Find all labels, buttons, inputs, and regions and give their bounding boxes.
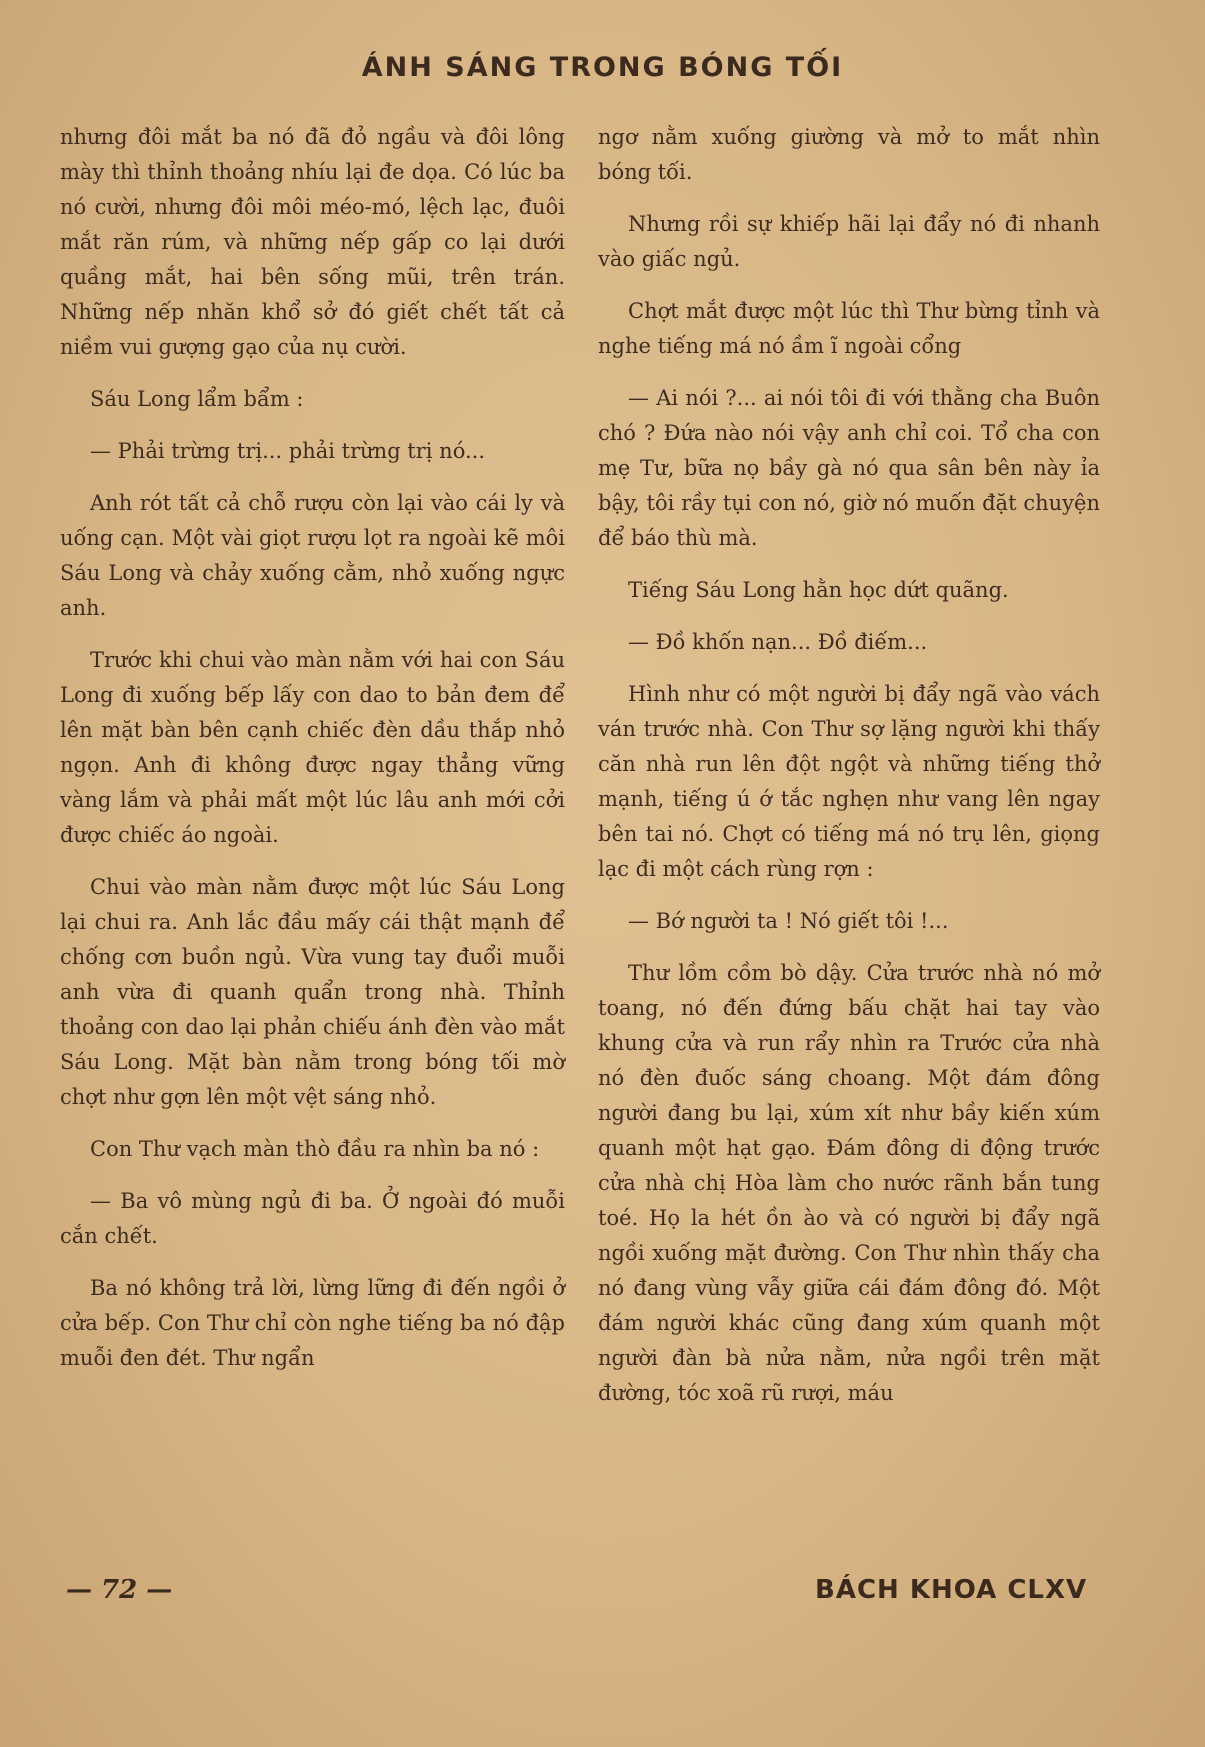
paragraph: Sáu Long lẩm bẩm : — [90, 387, 304, 411]
paragraph: — Đồ khốn nạn... Đồ điếm... — [628, 630, 928, 654]
paragraph: — Ai nói ?... ai nói tôi đi với thằng cha Buôn chó ? Đứa nào nói vậy anh chỉ coi. Tổ cha con mẹ Tư, bữa nọ bầy gà nó qua sân bên này ỉa bậy, tôi rầy tụi con nó, giờ nó muốn đặt chuyện để báo thù mà. — [598, 386, 1100, 550]
paragraph: Nhưng rồi sự khiếp hãi lại đẩy nó đi nhanh vào giấc ngủ. — [598, 212, 1100, 271]
paragraph: — Phải trừng trị... phải trừng trị nó... — [90, 439, 486, 463]
paragraph: Tiếng Sáu Long hằn học dứt quãng. — [628, 578, 1009, 602]
magazine-issue: BÁCH KHOA CLXV — [815, 1575, 1088, 1605]
paragraph: Trước khi chui vào màn nằm với hai con Sáu Long đi xuống bếp lấy con dao to bản đem để lên mặt bàn bên cạnh chiếc đèn dầu thắp nhỏ ngọn. Anh đi không được ngay thẳng vững vàng lắm và phải mất một lúc lâu anh mới cởi được chiếc áo ngoài. — [60, 648, 565, 847]
left-column — [60, 120, 565, 1393]
paragraph: ngơ nằm xuống giường và mở to mắt nhìn bóng tối. — [598, 125, 1100, 184]
paragraph: Chui vào màn nằm được một lúc Sáu Long lại chui ra. Anh lắc đầu mấy cái thật mạnh để chống cơn buồn ngủ. Vừa vung tay đuổi muỗi anh vừa đi quanh quẩn trong nhà. Thỉnh thoảng con dao lại phản chiếu ánh đèn vào mắt Sáu Long. Mặt bàn nằm trong bóng tối mờ chợt như gợn lên một vệt sáng nhỏ. — [60, 875, 565, 1109]
paragraph: Chợt mắt được một lúc thì Thư bừng tỉnh và nghe tiếng má nó ầm ĩ ngoài cổng — [598, 299, 1100, 358]
paragraph: — Bớ người ta ! Nó giết tôi !... — [628, 909, 949, 933]
paragraph: nhưng đôi mắt ba nó đã đỏ ngầu và đôi lông mày thì thỉnh thoảng nhíu lại đe dọa. Có lúc ba nó cười, nhưng đôi môi méo-mó, lệch lạc, đuôi mắt răn rúm, và những nếp gấp co lại dưới quầng mắt, hai bên sống mũi, trên trán. Những nếp nhăn khổ sở đó giết chết tất cả niềm vui gượng gạo của nụ cười. — [60, 125, 565, 359]
paragraph: Ba nó không trả lời, lừng lững đi đến ngồi ở cửa bếp. Con Thư chỉ còn nghe tiếng ba nó đập muỗi đen đét. Thư ngẩn — [60, 1276, 565, 1370]
paragraph: Con Thư vạch màn thò đầu ra nhìn ba nó : — [90, 1137, 540, 1161]
page-number: — 72 — — [66, 1575, 173, 1605]
running-header: ÁNH SÁNG TRONG BÓNG TỐI — [361, 52, 844, 83]
paragraph: — Ba vô mùng ngủ đi ba. Ở ngoài đó muỗi cắn chết. — [60, 1189, 565, 1248]
paragraph: Thư lồm cồm bò dậy. Cửa trước nhà nó mở toang, nó đến đứng bấu chặt hai tay vào khung cửa và run rẩy nhìn ra Trước cửa nhà nó đèn đuốc sáng choang. Một đám đông người đang bu lại, xúm xít như bầy kiến xúm quanh một hạt gạo. Đám đông di động trước cửa nhà chị Hòa làm cho nước rãnh bắn tung toé. Họ la hét ồn ào và có người bị đẩy ngã ngồi xuống mặt đường. Con Thư nhìn thấy cha nó đang vùng vẫy giữa cái đám đông đó. Một đám người khác cũng đang xúm quanh một người đàn bà nửa nằm, nửa ngồi trên mặt đường, tóc xoã rũ rượi, máu — [598, 961, 1100, 1405]
paragraph: Hình như có một người bị đẩy ngã vào vách ván trước nhà. Con Thư sợ lặng người khi thấy căn nhà run lên đột ngột và những tiếng thở mạnh, tiếng ú ớ tắc nghẹn như vang lên ngay bên tai nó. Chợt có tiếng má nó trụ lên, giọng lạc đi một cách rùng rợn : — [598, 682, 1100, 881]
right-column — [598, 120, 1100, 1428]
paragraph: Anh rót tất cả chỗ rượu còn lại vào cái ly và uống cạn. Một vài giọt rượu lọt ra ngoài kẽ môi Sáu Long và chảy xuống cằm, nhỏ xuống ngực anh. — [60, 491, 565, 620]
